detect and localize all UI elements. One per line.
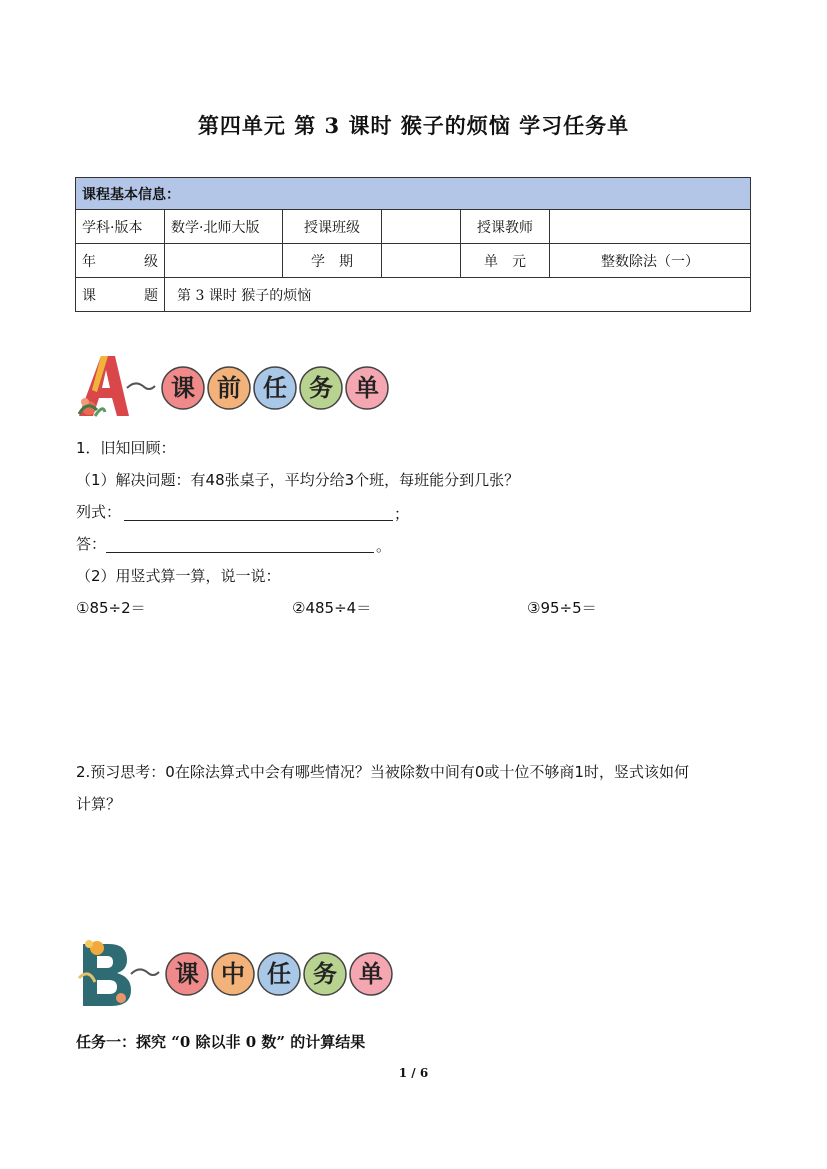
course-info-table [75,177,751,312]
q2-line2: 计算？ [76,795,122,813]
cell-topic-value: 第 3 课时 猴子的烦恼 [165,278,751,312]
formula-blank[interactable] [124,520,393,521]
banner-connector [127,383,155,389]
banner-b-char-3: 任 [267,960,291,988]
cell-teacher-label: 授课教师 [461,210,550,244]
q2-line1: 2.预习思考：0在除法算式中会有哪些情况？当被除数中间有0或十位不够商1时，竖式该如何 [76,763,689,781]
page-title: 第四单元 第 3 课时 猴子的烦恼 学习任务单 [197,113,630,138]
task-one-heading: 任务一：探究 “0 除以非 0 数” 的计算结果 [76,1033,366,1051]
calc-item-2: ②485÷4＝ [292,599,372,617]
cell-term-label: 学 期 [283,244,382,278]
banner-a-char-1: 课 [171,374,195,402]
formula-label: 列式： [76,503,122,521]
cell-grade-label: 年 级 [76,244,165,278]
pre-class-task-banner [75,352,415,424]
course-info-header: 课程基本信息： [76,178,751,210]
banner-a-char-3: 任 [263,374,287,402]
banner-b-char-5: 单 [359,960,383,988]
banner-b-char-4: 务 [313,960,337,988]
cell-unit-label: 单 元 [461,244,550,278]
q1-sub1: （1）解决问题：有48张桌子，平均分给3个班，每班能分到几张？ [76,471,520,489]
answer-blank[interactable] [106,552,374,553]
banner-a-char-5: 单 [355,374,379,402]
cell-unit-value: 整数除法（一） [550,244,751,278]
banner-a-char-4: 务 [309,374,333,402]
cell-topic-label: 课 题 [76,278,165,312]
formula-end: ； [394,505,410,523]
letter-a-icon [79,356,129,416]
banner-a-char-2: 前 [217,374,241,402]
q1-heading: 1．旧知回顾： [76,439,176,457]
banner-connector [131,969,159,975]
in-class-task-banner [75,938,415,1010]
banner-b-char-2: 中 [221,960,245,988]
cell-subject-label: 学科·版本 [76,210,165,244]
calc-item-3: ③95÷5＝ [527,599,597,617]
cell-grade-value [165,244,283,278]
cell-subject-value: 数学·北师大版 [165,210,283,244]
letter-b-icon [79,940,131,1006]
cell-class-label: 授课班级 [283,210,382,244]
cell-term-value [382,244,461,278]
banner-b-char-1: 课 [175,960,199,988]
q1-sub2: （2）用竖式算一算，说一说： [76,567,281,585]
cell-class-value [382,210,461,244]
page-number: 1 / 6 [398,1066,429,1080]
answer-label: 答： [76,535,107,553]
answer-end: 。 [376,537,392,555]
calc-item-1: ①85÷2＝ [76,599,146,617]
cell-teacher-value [550,210,751,244]
